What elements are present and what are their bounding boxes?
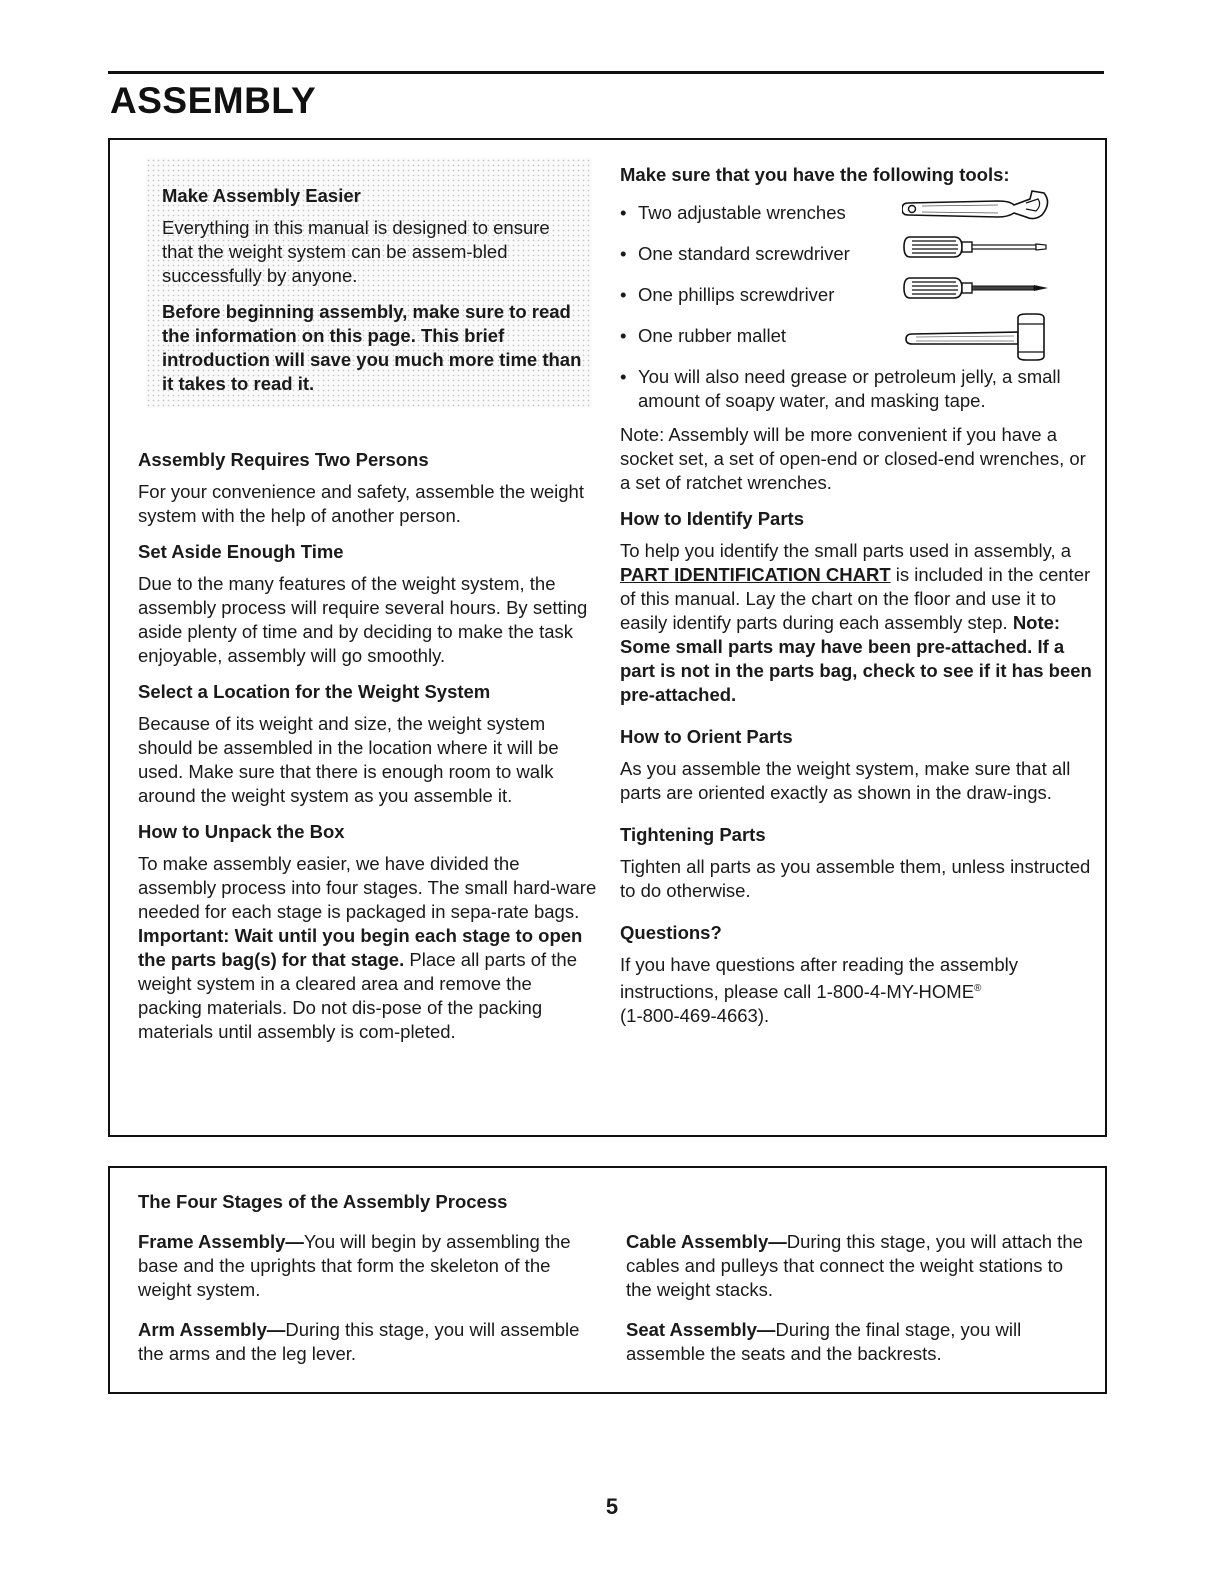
- top-rule: [108, 71, 1104, 74]
- identify-body: To help you identify the small parts used in assembly, a PART IDENTIFICATION CHART is included in the center of this manual. Lay the chart on the floor and use it to easily identify parts during each assembly step. Note: Some small parts may have been pre-attached. If a part is not in the parts bag, check to see if it has been pre-attached.: [620, 540, 1092, 705]
- orient-body: As you assemble the weight system, make sure that all parts are oriented exactly as shown in the draw-ings.: [620, 758, 1071, 803]
- stages-left-column: [138, 1190, 598, 1378]
- make-assembly-easier-box: [146, 158, 592, 408]
- questions-heading: Questions?: [620, 922, 722, 943]
- part-identification-chart-ref: PART IDENTIFICATION CHART: [620, 564, 891, 585]
- unpack-important-note: Important: Wait until you begin each stage to open the parts bag(s) for that stage.: [138, 925, 583, 970]
- orient-heading: How to Orient Parts: [620, 726, 793, 747]
- section-heading-two-persons: Assembly Requires Two Persons: [138, 449, 429, 470]
- tools-extra-text: You will also need grease or petroleum jelly, a small amount of soapy water, and masking tape.: [638, 366, 1061, 411]
- tools-heading: Make sure that you have the following tools:: [620, 164, 1010, 185]
- identify-heading: How to Identify Parts: [620, 508, 804, 529]
- section-heading-unpack: How to Unpack the Box: [138, 821, 345, 842]
- section-body-two-persons: For your convenience and safety, assemble the weight system with the help of another person.: [138, 481, 584, 526]
- right-column: [620, 163, 1096, 1040]
- assembly-stages-box: [108, 1166, 1107, 1394]
- stage-frame: Frame Assembly—You will begin by assembling the base and the uprights that form the skeleton of the weight system.: [138, 1231, 571, 1300]
- section-body-unpack: To make assembly easier, we have divided the assembly process into four stages. The small hard-ware needed for each stage is packaged in sepa-rate bags. Important: Wait until you begin each stage to open the parts bag(s) for that stage. Place all parts of the weight system in a cleared area and remove the packing materials. Do not dis-pose of the packing materials until assembly is com-pleted.: [138, 853, 597, 1042]
- tool-label: Two adjustable wrenches: [638, 202, 846, 223]
- page-title: ASSEMBLY: [110, 80, 317, 121]
- tool-item: • One rubber mallet: [620, 324, 1096, 365]
- stage-cable: Cable Assembly—During this stage, you will attach the cables and pulleys that connect the weight stations to the weight stacks.: [626, 1231, 1083, 1300]
- tighten-body: Tighten all parts as you assemble them, unless instructed to do otherwise.: [620, 856, 1091, 901]
- stages-heading: The Four Stages of the Assembly Process: [138, 1191, 508, 1212]
- registered-mark: ®: [974, 983, 982, 994]
- tool-label: One rubber mallet: [638, 325, 787, 346]
- section-body-time: Due to the many features of the weight system, the assembly process will require several hours. By setting aside plenty of time and by deciding to make the task enjoyable, assembly will go smoothly.: [138, 573, 588, 666]
- standard-screwdriver-icon: [902, 230, 1054, 264]
- easier-body: Everything in this manual is designed to ensure that the weight system can be assem-bled successfully by anyone.: [162, 217, 550, 286]
- rubber-mallet-icon: [902, 312, 1054, 364]
- page-number: 5: [605, 1494, 619, 1519]
- adjustable-wrench-icon: [902, 189, 1054, 229]
- tools-list: [620, 201, 1096, 413]
- easier-heading: Make Assembly Easier: [162, 185, 361, 206]
- tool-label: One standard screwdriver: [638, 243, 850, 264]
- easier-bold-note: Before beginning assembly, make sure to read the information on this page. This brief introduction will save you much more time than it takes to read it.: [162, 301, 582, 394]
- phillips-screwdriver-icon: [902, 271, 1054, 305]
- tool-item: • One standard screwdriver: [620, 242, 1096, 283]
- tool-item-extra: • You will also need grease or petroleum jelly, a small amount of soapy water, and masking tape.: [620, 366, 1061, 411]
- section-heading-location: Select a Location for the Weight System: [138, 681, 491, 702]
- tool-item: • Two adjustable wrenches: [620, 201, 1096, 242]
- section-body-location: Because of its weight and size, the weight system should be assembled in the location where it will be used. Make sure that there is enough room to walk around the weight system as you assemble it.: [138, 713, 559, 806]
- questions-body: If you have questions after reading the assembly instructions, please call 1-800-4-MY-HOME® (1-800-469-4663).: [620, 954, 1018, 1027]
- tool-label: One phillips screwdriver: [638, 284, 835, 305]
- tool-item: • One phillips screwdriver: [620, 283, 1096, 324]
- stage-arm: Arm Assembly—During this stage, you will assemble the arms and the leg lever.: [138, 1319, 580, 1364]
- assembly-info-box: [108, 138, 1107, 1137]
- section-heading-time: Set Aside Enough Time: [138, 541, 344, 562]
- stage-seat: Seat Assembly—During the final stage, you will assemble the seats and the backrests.: [626, 1319, 1022, 1364]
- stages-right-column: [626, 1230, 1086, 1378]
- tighten-heading: Tightening Parts: [620, 824, 766, 845]
- identify-bold-note: Note: Some small parts may have been pre-attached. If a part is not in the parts bag, check to see if it has been pre-attached.: [620, 612, 1092, 705]
- tools-note: Note: Assembly will be more convenient if you have a socket set, a set of open-end or closed-end wrenches, or a set of ratchet wrenches.: [620, 424, 1086, 493]
- left-column: [138, 448, 600, 1056]
